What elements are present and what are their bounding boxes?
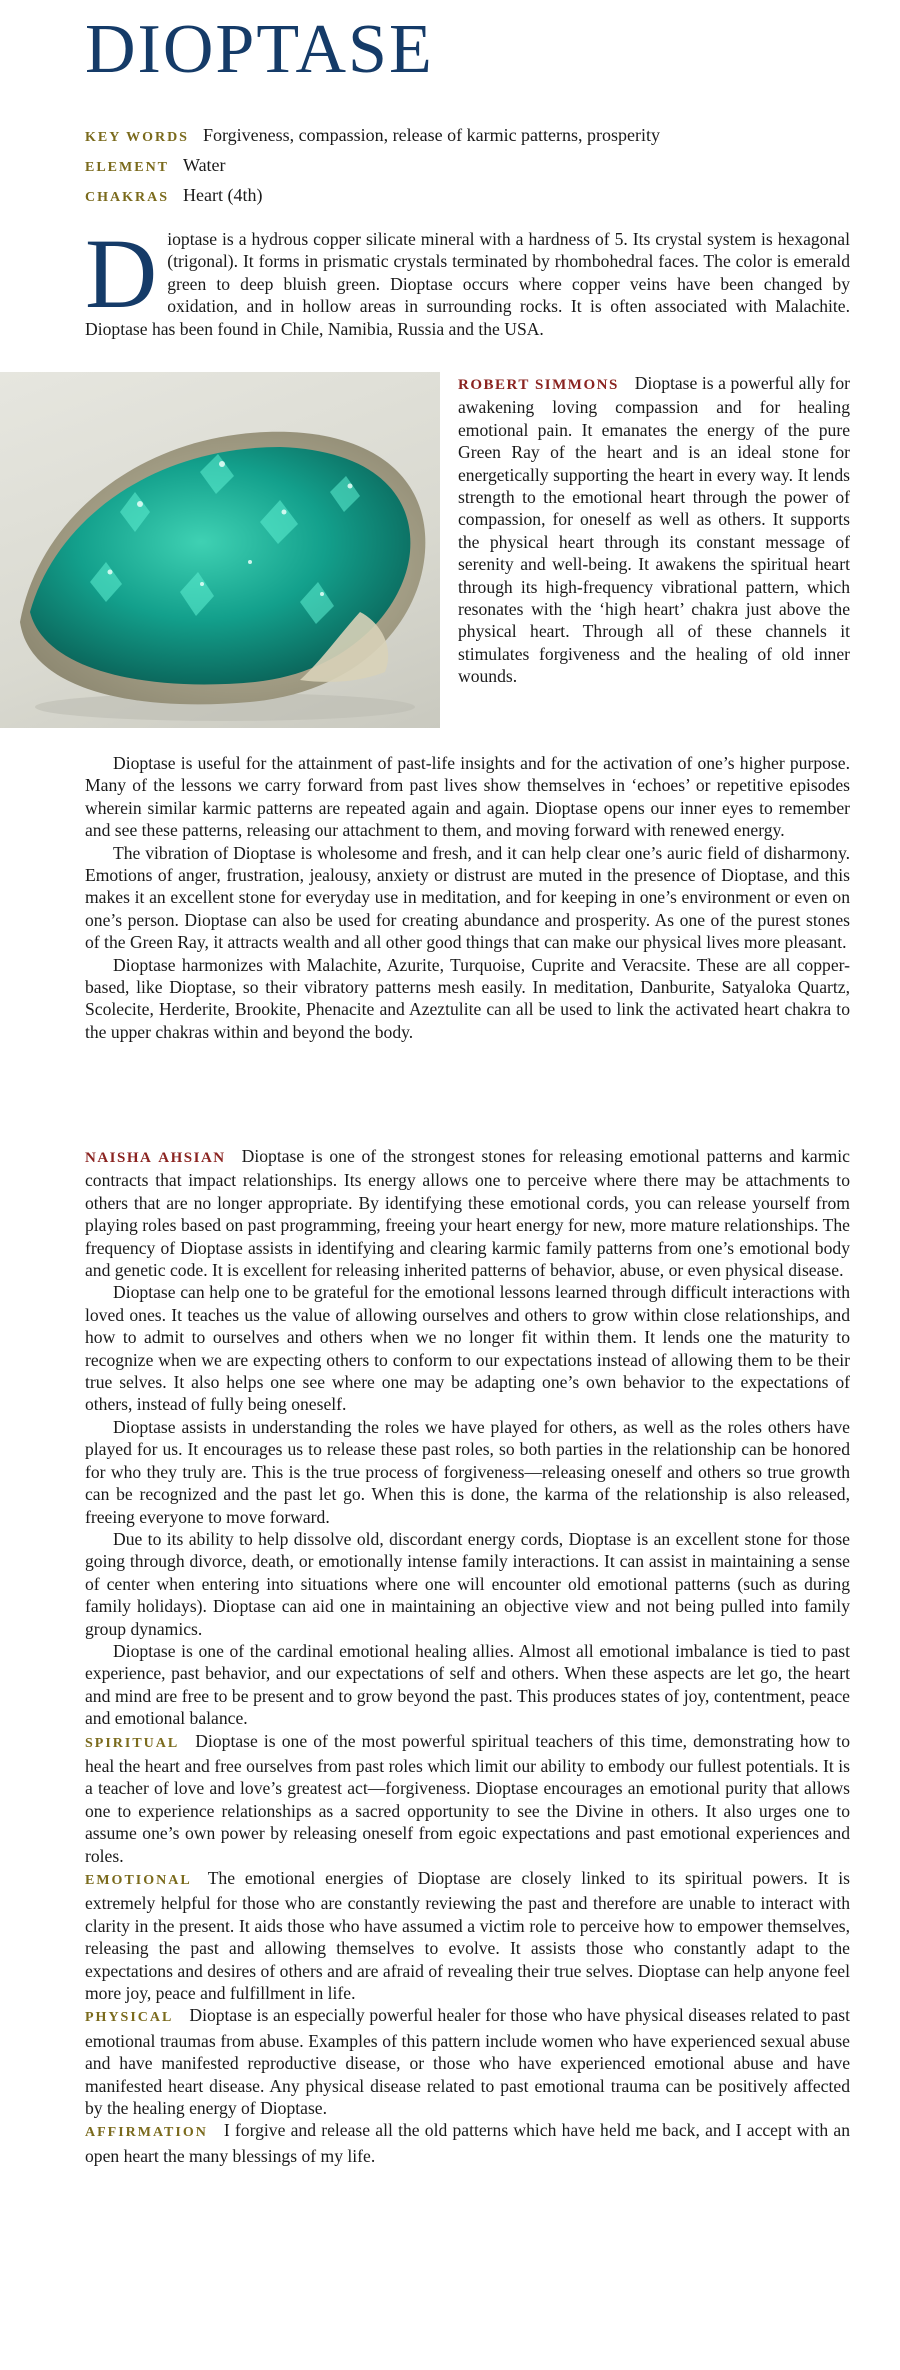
affirmation-paragraph: AFFIRMATION I forgive and release all the old patterns which have held me back, and I accept with an open heart the many blessings of my life. [85, 2120, 850, 2166]
rs-paragraph-1: ROBERT SIMMONS Dioptase is a powerful ally for awakening loving compassion and for healing emotional pain. It emanates the energy of the pure Green Ray of the heart and is an ideal stone for energetically supporting the heart in every way. It lends strength to the emotional heart through the power of compassion, for oneself as well as others. It supports the physical heart through its constant message of serenity and well-being. It awakens the spiritual heart through its high-frequency vibrational pattern, which resonates with the ‘high heart’ chakra just above the physical heart. Through all of these channels it stimulates forgiveness and the healing of old inner wounds. [458, 373, 851, 687]
keywords-row [85, 120, 660, 150]
na-paragraph-1: NAISHA AHSIAN Dioptase is one of the strongest stones for releasing emotional patterns and karmic contracts that impact relationships. Its energy allows one to perceive where there may be attachments to others that are no longer appropriate. By identifying these emotional cords, you can release yourself from playing roles based on past programming, freeing your heart energy for new, more mature relationships. The frequency of Dioptase assists in identifying and clearing karmic family patterns from one’s emotional body and genetic code. It is excellent for releasing inherited patterns of behavior, abuse, or even physical disease. [85, 1146, 850, 1281]
drop-cap: D [85, 218, 158, 329]
page-title: DIOPTASE [85, 11, 434, 88]
na-paragraph-5: Dioptase is one of the cardinal emotional healing allies. Almost all emotional imbalance is tied to past experience, past behavior, and our expectations of self and others. When these aspects are let go, the heart and mind are free to be present and to grow beyond the past. This produces states of joy, contentment, peace and emotional balance. [85, 1640, 850, 1729]
element-row [85, 150, 660, 180]
na-paragraph-3: Dioptase assists in understanding the roles we have played for others, as well as the roles others have played for us. It encourages us to release these past roles, so both parties in the relationship can be honored for who they truly are. This is the true process of forgiveness—releasing oneself and others so true growth can be recognized and the past let go. When this is done, the karma of the relationship is also released, freeing everyone to move forward. [85, 1416, 850, 1527]
intro-paragraph [85, 218, 850, 340]
element-value: Water [183, 155, 226, 175]
physical-label: PHYSICAL [85, 2010, 174, 2026]
rs-paragraph-2: Dioptase is useful for the attainment of past-life insights and for the activation of one’s higher purpose. Many of the lessons we carry forward from past lives show themselves in ‘echoes’ or repetitive episodes wherein similar karmic patterns are repeated again and again. Dioptase opens our inner eyes to remember and see these patterns, releasing our attachment to them, and moving forward with renewed energy. [85, 753, 850, 841]
intro-text: ioptase is a hydrous copper silicate mineral with a hardness of 5. Its crystal system is hexagonal (trigonal). It forms in prismatic crystals terminated by rhombohedral faces. The color is emerald green to deep bluish green. Dioptase occurs where copper veins have been changed by oxidation, and in hollow areas in surrounding rocks. It is often associated with Malachite. Dioptase has been found in Chile, Namibia, Russia and the USA. [85, 229, 850, 339]
crystal-illustration [0, 372, 440, 728]
chakras-row [85, 180, 660, 210]
author-robert-simmons: ROBERT SIMMONS [458, 377, 619, 393]
emotional-paragraph: EMOTIONAL The emotional energies of Dioptase are closely linked to its spiritual powers. It is extremely helpful for those who are constantly reviewing the past and therefore are unable to interact with clarity in the present. It aids those who have assumed a victim role to perceive how to empower themselves, releasing the past and allowing themselves to evolve. It assists those who constantly adapt to the expectations and desires of others and are afraid of revealing their true selves. Dioptase can help anyone feel more joy, peace and fulfillment in life. [85, 1868, 850, 2004]
na-paragraph-2: Dioptase can help one to be grateful for the emotional lessons learned through difficult interactions with loved ones. It teaches us the value of allowing ourselves and others to grow within close relationships, and how to admit to ourselves and others when we no longer fit within them. It lends one the maturity to recognize when we are expecting others to conform to our expectations instead of allowing them to be their true selves. It also helps one see where one may be adapting one’s own behavior to the expectations of others, instead of fully being oneself. [85, 1282, 850, 1415]
rs-paragraph-4: Dioptase harmonizes with Malachite, Azurite, Turquoise, Cuprite and Veracsite. These are all copper-based, like Dioptase, so their vibratory patterns mesh easily. In meditation, Danburite, Satyaloka Quartz, Scolecite, Herderite, Brookite, Phenacite and Azeztulite can all be used to link the activated heart chakra to the upper chakras within and beyond the body. [85, 954, 850, 1042]
affirmation-label: AFFIRMATION [85, 2125, 208, 2141]
naisha-ahsian-section [85, 1145, 850, 2167]
spiritual-label: SPIRITUAL [85, 1735, 180, 1751]
robert-simmons-continued [85, 752, 850, 1043]
physical-paragraph: PHYSICAL Dioptase is an especially powerful healer for those who have physical diseases related to past emotional traumas from abuse. Examples of this pattern include women who have experienced sexual abuse and have manifested reproductive disease, or those who have experienced emotional abuse and have manifested heart disease. Any physical disease related to past emotional trauma can be positively affected by the healing energy of Dioptase. [85, 2005, 850, 2119]
emotional-label: EMOTIONAL [85, 1873, 192, 1888]
rs-paragraph-3: The vibration of Dioptase is wholesome and fresh, and it can help clear one’s auric field of disharmony. Emotions of anger, frustration, jealousy, anxiety or distrust are muted in the presence of Dioptase, and this makes it an excellent stone for everyday use in meditation, and for keeping in one’s environment or even on one’s person. Dioptase can also be used for creating abundance and prosperity. As one of the purest stones of the Green Ray, it attracts wealth and all other good things that can make our physical lives more pleasant. [85, 842, 850, 953]
element-label: ELEMENT [85, 160, 170, 175]
robert-simmons-section [458, 372, 850, 688]
author-naisha-ahsian: NAISHA AHSIAN [85, 1150, 226, 1166]
chakras-value: Heart (4th) [183, 185, 263, 205]
dioptase-crystal-photo [0, 372, 440, 728]
spiritual-paragraph: SPIRITUAL Dioptase is one of the most powerful spiritual teachers of this time, demonstrating how to heal the heart and free ourselves from past roles which limit our ability to embody our fullest potentials. It is a teacher of love and love’s greatest act—forgiveness. Dioptase encourages an emotional purity that allows one to experience relationships as a sacred opportunity to see the Divine in others. It also urges one to assume one’s own power by releasing oneself from egoic expectations and past emotional experiences and roles. [85, 1730, 850, 1866]
keywords-label: KEY WORDS [85, 130, 189, 145]
chakras-label: CHAKRAS [85, 190, 170, 205]
stone-attributes [85, 120, 660, 210]
na-paragraph-4: Due to its ability to help dissolve old, discordant energy cords, Dioptase is an excellent stone for those going through divorce, death, or emotionally intense family interactions. It can assist in maintaining a sense of center when entering into situations where one will encounter old emotional patterns (such as during family holidays). Dioptase can aid one in maintaining an objective view and not being pulled into family group dynamics. [85, 1528, 850, 1639]
keywords-value: Forgiveness, compassion, release of karmic patterns, prosperity [202, 125, 661, 145]
